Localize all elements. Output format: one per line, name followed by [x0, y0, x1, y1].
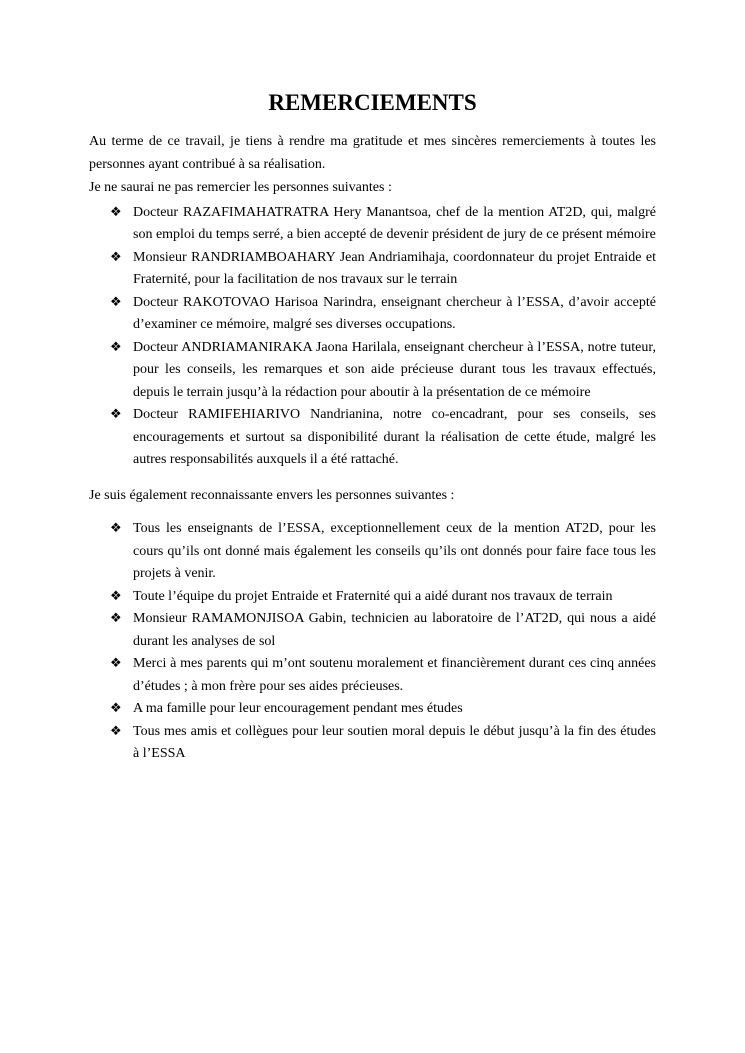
acknowledgement-list-1 — [89, 202, 656, 472]
four-diamond-bullet-icon: ❖ — [110, 611, 122, 626]
list-item: ❖ Tous les enseignants de l’ESSA, exceptionnellement ceux de la mention AT2D, pour les cours qu’ils ont donné mais également les conseils qu’ils ont donnés pour faire face tous les projets à venir. — [89, 518, 656, 586]
four-diamond-bullet-icon: ❖ — [110, 249, 122, 265]
list-item: ❖ Docteur RAMIFEHIARIVO Nandrianina, notre co-encadrant, pour ses conseils, ses encouragements et surtout sa disponibilité durant la réalisation de cette étude, malgré les autres responsabilités auxquels il a été rattaché. — [89, 404, 656, 472]
list-item: ❖ Docteur RAKOTOVAO Harisoa Narindra, enseignant chercheur à l’ESSA, d’avoir accepté d’examiner ce mémoire, malgré ses diverses occupations. — [89, 292, 656, 337]
four-diamond-bullet-icon: ❖ — [110, 701, 122, 716]
acknowledgement-list-2 — [89, 518, 656, 766]
list-item: ❖ Monsieur RANDRIAMBOAHARY Jean Andriamihaja, coordonnateur du projet Entraide et Fraternité, pour la facilitation de nos travaux sur le terrain — [89, 247, 656, 292]
document-body — [89, 131, 656, 766]
four-diamond-bullet-icon: ❖ — [110, 407, 122, 422]
lead-paragraph-2: Je suis également reconnaissante envers les personnes suivantes : — [89, 487, 455, 503]
four-diamond-bullet-icon: ❖ — [110, 339, 122, 355]
lead-paragraph-1: Je ne saurai ne pas remercier les personnes suivantes : — [89, 180, 392, 195]
list-item: ❖ Toute l’équipe du projet Entraide et Fraternité qui a aidé durant nos travaux de terrain — [89, 586, 656, 609]
list-item: ❖ Merci à mes parents qui m’ont soutenu moralement et financièrement durant ces cinq années d’études ; à mon frère pour ses aides précieuses. — [89, 653, 656, 698]
four-diamond-bullet-icon: ❖ — [110, 588, 122, 604]
four-diamond-bullet-icon: ❖ — [110, 521, 122, 536]
four-diamond-bullet-icon: ❖ — [110, 656, 122, 671]
list-item: ❖ A ma famille pour leur encouragement pendant mes études — [89, 698, 656, 721]
list-item: ❖ Docteur ANDRIAMANIRAKA Jaona Harilala, enseignant chercheur à l’ESSA, notre tuteur, pour les conseils, les remarques et son aide précieuse durant tous les travaux effectués, depuis le terrain jusqu’à la rédaction pour aboutir à la présentation de ce mémoire — [89, 337, 656, 405]
list-item: ❖ Monsieur RAMAMONJISOA Gabin, technicien au laboratoire de l’AT2D, qui nous a aidé durant les analyses de sol — [89, 608, 656, 653]
list-item: ❖ Docteur RAZAFIMAHATRATRA Hery Manantsoa, chef de la mention AT2D, qui, malgré son emploi du temps serré, a bien accepté de devenir président de jury de ce présent mémoire — [89, 202, 656, 247]
four-diamond-bullet-icon: ❖ — [110, 294, 122, 310]
four-diamond-bullet-icon: ❖ — [110, 204, 122, 220]
intro-paragraph: Au terme de ce travail, je tiens à rendre ma gratitude et mes sincères remerciements à toutes les personnes ayant contribué à sa réalisation. — [89, 134, 656, 172]
four-diamond-bullet-icon: ❖ — [110, 723, 122, 739]
list-item: ❖ Tous mes amis et collègues pour leur soutien moral depuis le début jusqu’à la fin des études à l’ESSA — [89, 721, 656, 766]
page-title: REMERCIEMENTS — [268, 90, 477, 115]
